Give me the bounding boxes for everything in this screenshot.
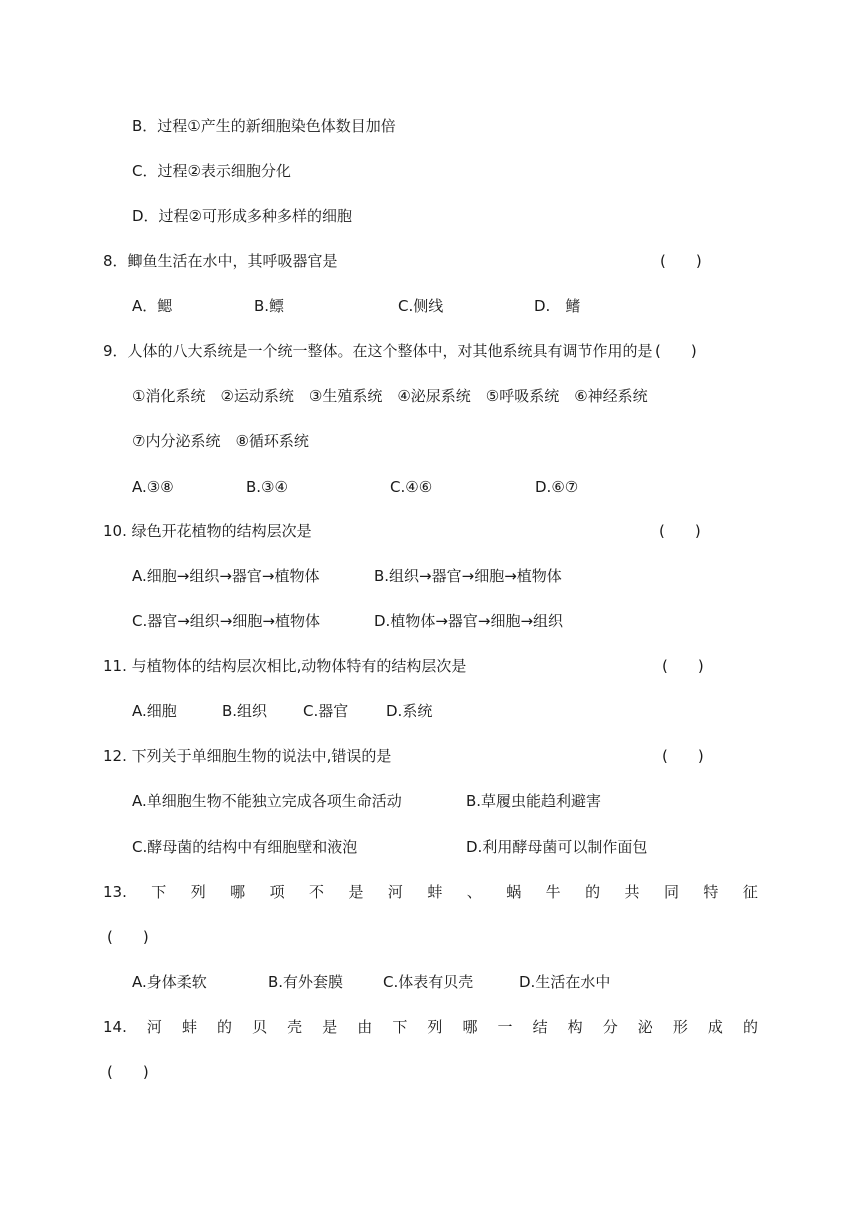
q13-stem-char: 、 <box>466 883 482 901</box>
q12-option-a: A.单细胞生物不能独立完成各项生命活动 <box>132 792 402 810</box>
q13-stem <box>103 881 758 903</box>
q9-list-line-1: ①消化系统 ②运动系统 ③生殖系统 ④泌尿系统 ⑤呼吸系统 ⑥神经系统 <box>132 387 648 405</box>
q11-stem: 11. 与植物体的结构层次相比,动物体特有的结构层次是 <box>103 657 467 675</box>
q9-answer-paren: ( ) <box>655 342 697 360</box>
q12-option-b: B.草履虫能趋利避害 <box>466 792 602 810</box>
q11-answer-paren: ( ) <box>662 657 704 675</box>
q10-option-d: D.植物体→器官→细胞→组织 <box>374 612 564 630</box>
q8-answer-paren: ( ) <box>660 252 702 270</box>
q13-stem-char: 蚌 <box>427 883 443 901</box>
q14-stem-char: 壳 <box>287 1018 303 1036</box>
q10-stem: 10. 绿色开花植物的结构层次是 <box>103 522 312 540</box>
q13-option-d: D.生活在水中 <box>519 973 611 991</box>
q13-stem-char: 不 <box>309 883 325 901</box>
q8-option-b: B.鳔 <box>254 297 285 315</box>
q14-stem-char: 河 <box>146 1018 162 1036</box>
q14-stem-char: 成 <box>707 1018 723 1036</box>
q10-option-b: B.组织→器官→细胞→植物体 <box>374 567 562 585</box>
q14-stem-char: 分 <box>602 1018 618 1036</box>
q10-option-c: C.器官→组织→细胞→植物体 <box>132 612 320 630</box>
q14-answer-paren: ( ) <box>107 1063 149 1081</box>
q12-stem: 12. 下列关于单细胞生物的说法中,错误的是 <box>103 747 392 765</box>
q10-answer-paren: ( ) <box>659 522 701 540</box>
q14-stem-char: 的 <box>217 1018 233 1036</box>
q9-option-c: C.④⑥ <box>390 478 433 496</box>
q14-stem-char: 贝 <box>252 1018 268 1036</box>
q13-stem-char: 蜗 <box>506 883 522 901</box>
q11-option-c: C.器官 <box>303 702 349 720</box>
q9-option-d: D.⑥⑦ <box>535 478 579 496</box>
q11-option-b: B.组织 <box>222 702 268 720</box>
q14-stem-char: 哪 <box>462 1018 478 1036</box>
q14-stem-char: 蚌 <box>181 1018 197 1036</box>
q9-option-a: A.③⑧ <box>132 478 174 496</box>
q14-stem-char: 列 <box>427 1018 443 1036</box>
q13-option-b: B.有外套膜 <box>268 973 344 991</box>
q13-stem-char: 特 <box>703 883 719 901</box>
q14-stem-char: 结 <box>532 1018 548 1036</box>
q13-stem-char: 同 <box>663 883 679 901</box>
q13-stem-char: 下 <box>151 883 167 901</box>
q9-option-b: B.③④ <box>246 478 288 496</box>
q12-option-c: C.酵母菌的结构中有细胞壁和液泡 <box>132 838 358 856</box>
q14-stem-char: 由 <box>357 1018 373 1036</box>
q13-stem-char: 13. <box>103 883 127 901</box>
q14-stem-char: 形 <box>672 1018 688 1036</box>
q10-option-a: A.细胞→组织→器官→植物体 <box>132 567 320 585</box>
q14-stem-char: 是 <box>322 1018 338 1036</box>
q11-option-a: A.细胞 <box>132 702 177 720</box>
q13-answer-paren: ( ) <box>107 928 149 946</box>
q14-stem-char: 一 <box>497 1018 513 1036</box>
q14-stem-char: 构 <box>567 1018 583 1036</box>
q12-answer-paren: ( ) <box>662 747 704 765</box>
q13-stem-char: 河 <box>387 883 403 901</box>
q13-option-c: C.体表有贝壳 <box>383 973 474 991</box>
q8-option-a: A．鳃 <box>132 297 173 315</box>
q11-option-d: D.系统 <box>386 702 433 720</box>
q14-stem-char: 泌 <box>637 1018 653 1036</box>
q13-option-a: A.身体柔软 <box>132 973 207 991</box>
q13-stem-char: 共 <box>624 883 640 901</box>
q12-option-d: D.利用酵母菌可以制作面包 <box>466 838 648 856</box>
q14-stem-char: 的 <box>742 1018 758 1036</box>
q13-stem-char: 征 <box>742 883 758 901</box>
q13-stem-char: 是 <box>348 883 364 901</box>
q13-stem-char: 列 <box>190 883 206 901</box>
q8-stem: 8．鲫鱼生活在水中，其呼吸器官是 <box>103 252 338 270</box>
q8-option-d: D. 鳍 <box>534 297 581 315</box>
q13-stem-char: 项 <box>269 883 285 901</box>
q9-list-line-2: ⑦内分泌系统 ⑧循环系统 <box>132 432 309 450</box>
q14-stem-char: 14. <box>103 1018 127 1036</box>
q7-option-c: C．过程②表示细胞分化 <box>132 162 291 180</box>
q13-stem-char: 牛 <box>545 883 561 901</box>
q9-stem: 9．人体的八大系统是一个统一整体。在这个整体中，对其他系统具有调节作用的是 <box>103 342 653 360</box>
q7-option-d: D．过程②可形成多种多样的细胞 <box>132 207 352 225</box>
q14-stem-char: 下 <box>392 1018 408 1036</box>
q13-stem-char: 的 <box>585 883 601 901</box>
q13-stem-char: 哪 <box>230 883 246 901</box>
q8-option-c: C.侧线 <box>398 297 444 315</box>
q14-stem <box>103 1016 758 1038</box>
q7-option-b: B．过程①产生的新细胞染色体数目加倍 <box>132 117 396 135</box>
